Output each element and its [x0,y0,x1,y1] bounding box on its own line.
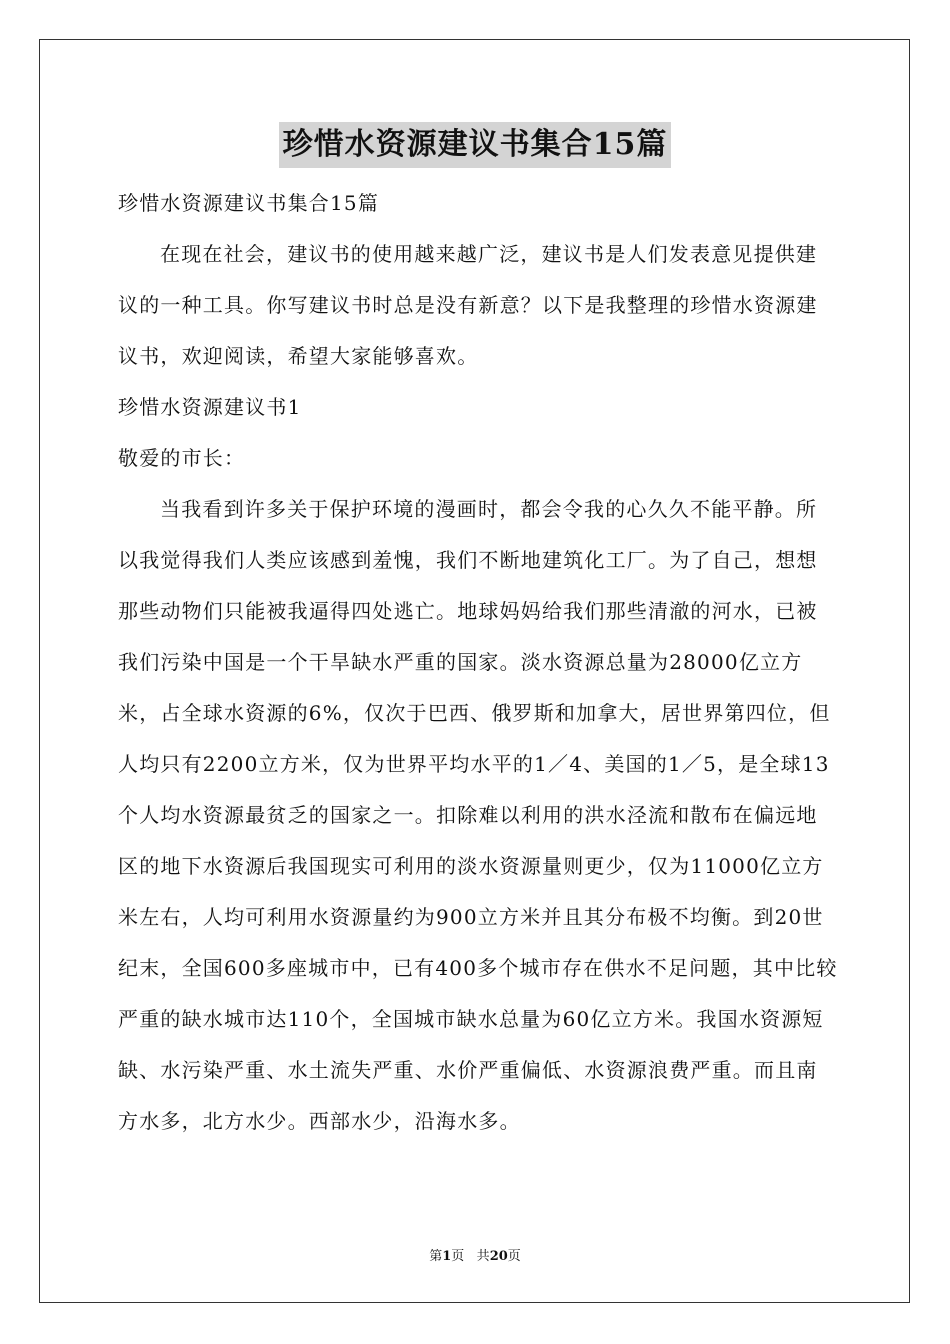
salutation: 敬爱的市长： [118,446,246,470]
paragraph: 在现在社会，建议书的使用越来越广泛，建议书是人们发表意见提供建议的一种工具。你写建议书时总是没有新意？以下是我整理的珍惜水资源建议书，欢迎阅读，希望大家能够喜欢。 [118,242,818,368]
title-container [0,122,950,168]
paragraph: 当我看到许多关于保护环境的漫画时，都会令我的心久久不能平静。所以我觉得我们人类应该感到羞愧，我们不断地建筑化工厂。为了自己，想想那些动物们只能被我逼得四处逃亡。地球妈妈给我们那些清澈的河水，已被我们污染中国是一个干旱缺水严重的国家。淡水资源总量为28000亿立方米，占全球水资源的6%，仅次于巴西、俄罗斯和加拿大，居世界第四位，但人均只有2200立方米，仅为世界平均水平的1／4、美国的1／5，是全球13个人均水资源最贫乏的国家之一。扣除难以利用的洪水泾流和散布在偏远地区的地下水资源后我国现实可利用的淡水资源量则更少，仅为11000亿立方米左右，人均可利用水资源量约为900立方米并且其分布极不均衡。到20世纪末，全国600多座城市中，已有400多个城市存在供水不足问题，其中比较严重的缺水城市达110个，全国城市缺水总量为60亿立方米。我国水资源短缺、水污染严重、水土流失严重、水价严重偏低、水资源浪费严重。而且南方水多，北方水少。西部水少，沿海水多。 [118,497,838,1133]
document-body [118,178,838,1147]
paragraph: 珍惜水资源建议书集合15篇 [118,191,380,215]
total-suffix: 页 [507,1249,521,1264]
document-title: 珍惜水资源建议书集合15篇 [279,122,672,168]
page-label-prefix: 第 [429,1249,443,1264]
total-pages: 20 [489,1249,508,1264]
page-label-suffix: 页 [451,1249,465,1264]
page-number: 1 [442,1249,452,1264]
section-heading: 珍惜水资源建议书1 [118,395,302,419]
total-prefix: 共 [476,1249,490,1264]
page-footer [0,1245,950,1264]
